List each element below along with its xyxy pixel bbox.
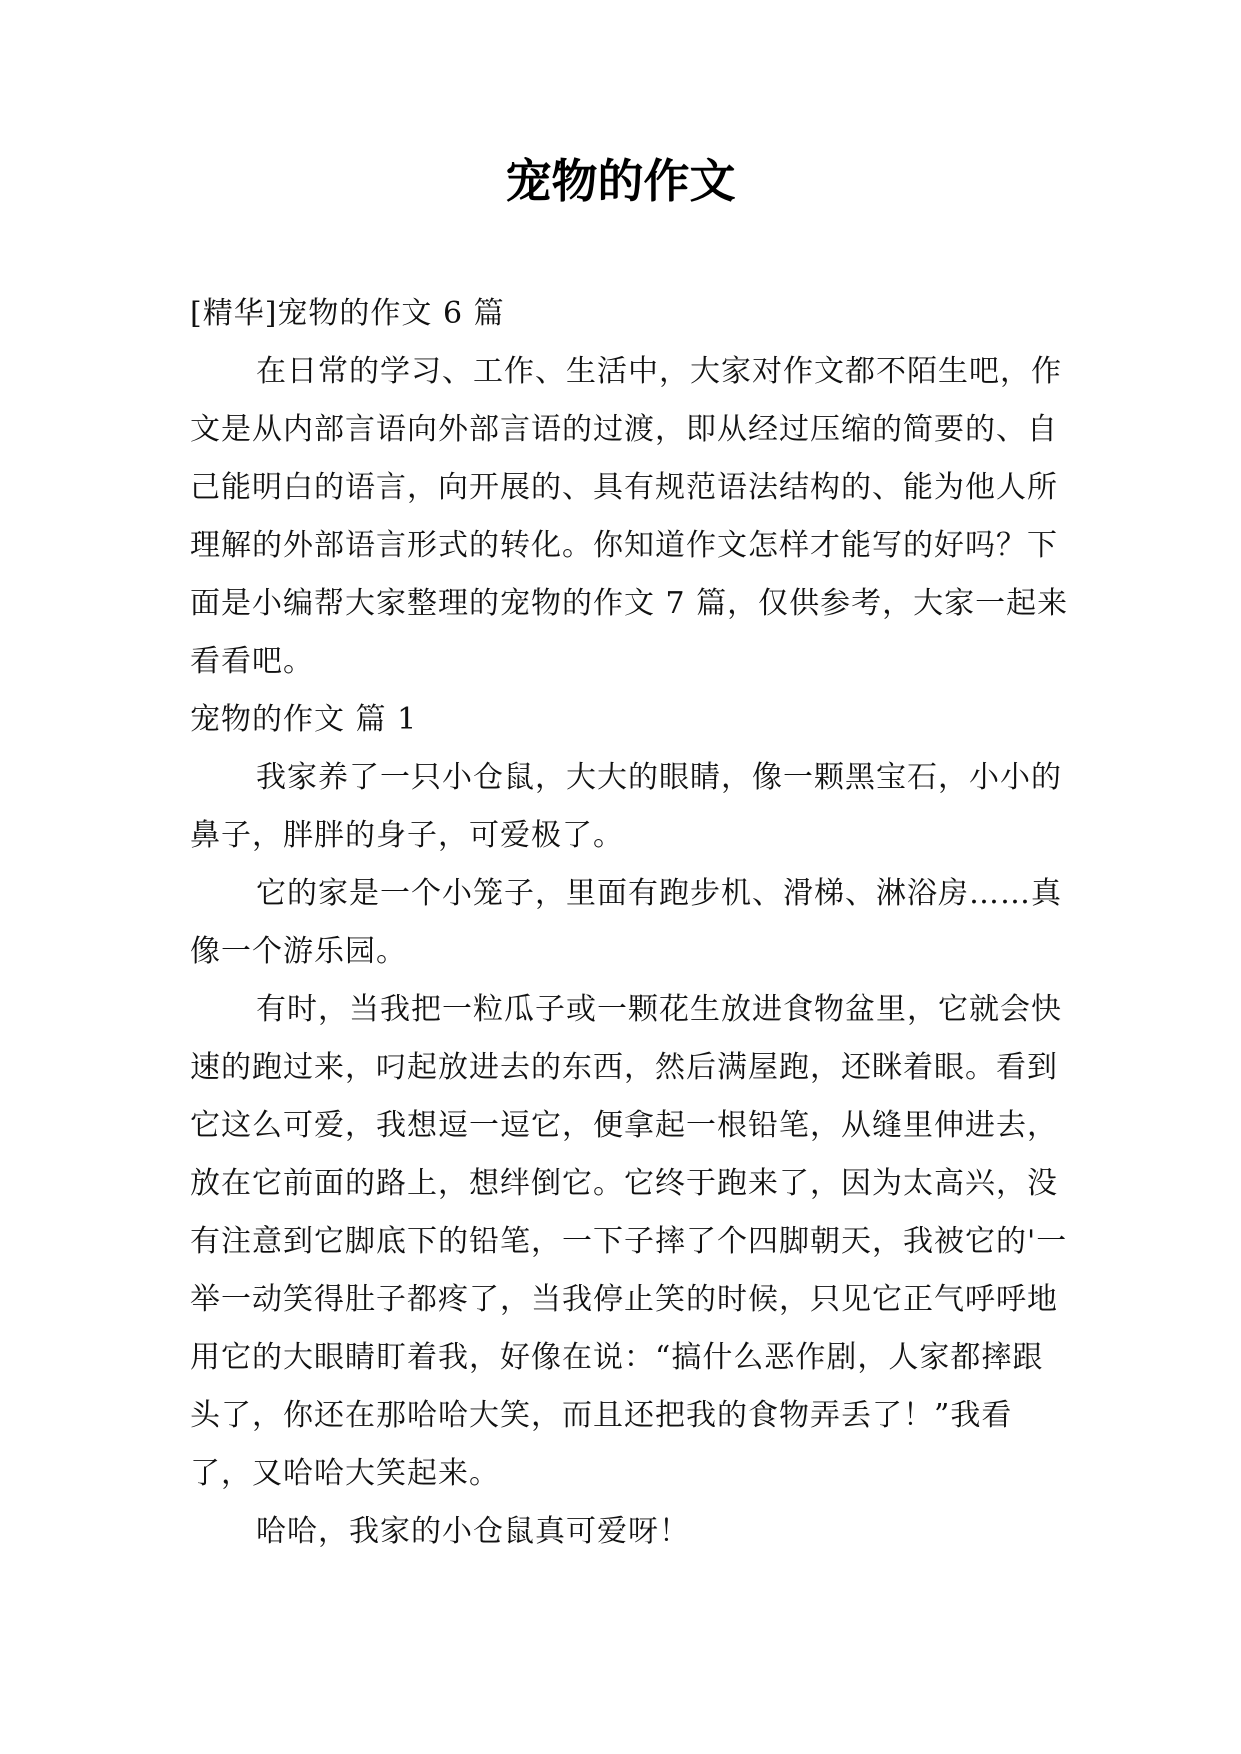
intro-paragraph: 在日常的学习、工作、生活中，大家对作文都不陌生吧，作文是从内部言语向外部言语的过渡，即从经过压缩的简要的、自己能明白的语言，向开展的、具有规范语法结构的、能为他人所理解的外部语言形式的转化。你知道作文怎样才能写的好吗？下面是小编帮大家整理的宠物的作文 7 篇，仅供参考，大家一起来看看吧。 [190, 354, 1069, 679]
intro-heading: [精华]宠物的作文 6 篇 [190, 296, 505, 331]
body-paragraph: 哈哈，我家的小仓鼠真可爱呀！ [256, 1514, 690, 1549]
body-paragraph: 它的家是一个小笼子，里面有跑步机、滑梯、淋浴房……真像一个游乐园。 [190, 876, 1062, 969]
body-paragraph: 我家养了一只小仓鼠，大大的眼睛，像一颗黑宝石，小小的鼻子，胖胖的身子，可爱极了。 [190, 760, 1062, 853]
document-body [190, 285, 1070, 1561]
document-title: 宠物的作文 [505, 154, 736, 208]
section-heading: 宠物的作文 篇 1 [190, 702, 418, 737]
body-paragraph: 有时，当我把一粒瓜子或一颗花生放进食物盆里，它就会快速的跑过来，叼起放进去的东西，然后满屋跑，还眯着眼。看到它这么可爱，我想逗一逗它，便拿起一根铅笔，从缝里伸进去，放在它前面的路上，想绊倒它。它终于跑来了，因为太高兴，没有注意到它脚底下的铅笔，一下子摔了个四脚朝天，我被它的'一举一动笑得肚子都疼了，当我停止笑的时候，只见它正气呼呼地用它的大眼睛盯着我，好像在说：“搞什么恶作剧，人家都摔跟头了，你还在那哈哈大笑，而且还把我的食物弄丢了！”我看了，又哈哈大笑起来。 [190, 992, 1068, 1491]
